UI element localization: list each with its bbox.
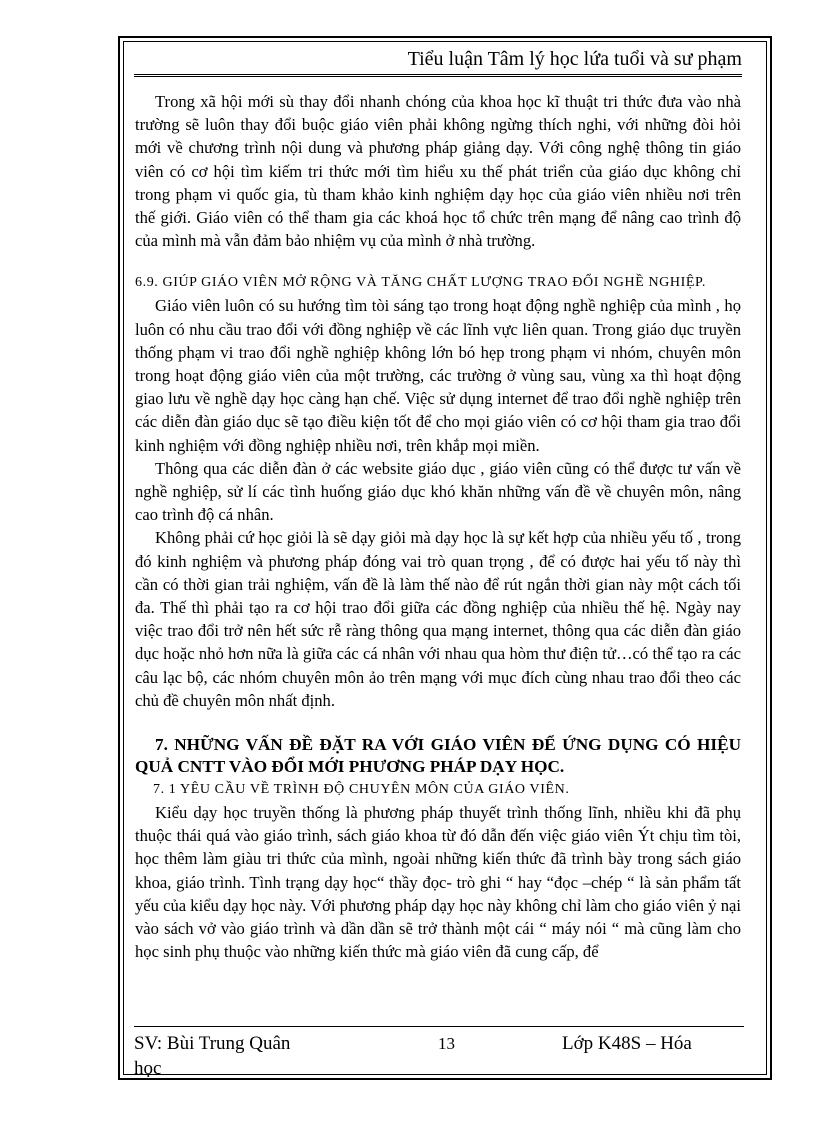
- paragraph-5: Kiểu dạy học truyền thống là phương pháp thuyết trình thống lĩnh, nhiều khi đã phụ thuộc thái quá vào giáo trình, sách giáo khoa từ đó dẫn đến việc giáo viên Ýt chịu tìm tòi, học thêm làm giàu tri thức của mình, ngoài những kiến thức đã trình bày trong sách giáo khoa, giáo trình. Tình trạng dạy học“ thầy đọc- trò ghi “ hay “đọc –chép “ là sản phẩm tất yếu của kiểu dạy học này. Với phương pháp dạy học này không chỉ làm cho giáo viên ỷ nại vào sách vở vào giáo trình và dần dần sẽ trở thành một cái “ máy nói “ mà cũng làm cho học sinh phụ thuộc vào những kiến thức mà giáo viên đã cung cấp, để: [135, 803, 741, 962]
- section-6-9-heading: 6.9. GIÚP GIÁO VIÊN MỞ RỘNG VÀ TĂNG CHẤT LƯỢNG TRAO ĐỔI NGHỀ NGHIỆP.: [135, 275, 706, 291]
- paragraph-3: Thông qua các diễn đàn ở các website giáo dục , giáo viên cũng có thể được tư vấn về nghề nghiệp, sử lí các tình huống giáo dục khó khăn những vấn đề về chuyên môn, nâng cao trình độ cá nhân.: [135, 458, 741, 525]
- paragraph-2: Giáo viên luôn có su hướng tìm tòi sáng tạo trong hoạt động nghề nghiệp của mình , họ luôn có nhu cầu trao đổi với đồng nghiệp về các lĩnh vực liên quan. Trong giáo dục truyền thống phạm vi trao đổi nghề nghiệp không lớn bó hẹp trong phạm vi nhóm, chuyên môn trong hoạt động giáo viên của một trường, các trường ở vùng sau, vùng xa thì hoạt động giao lưu về nghề dạy học càng hạn chế. Việc sử dụng internet để trao đổi nghề nghiệp trên các diễn đàn giáo dục sẽ tạo điều kiện tốt để cho mọi giáo viên có cơ hội tham gia trao đổi kinh nghiệm với đồng nghiệp nhiều nơi, trên khắp mọi miền.: [135, 296, 741, 455]
- document-body: [135, 90, 741, 964]
- footer-class-wrap: học: [134, 1058, 162, 1079]
- paragraph-4: Không phải cứ học giỏi là sẽ dạy giỏi mà dạy học là sự kết hợp của nhiều yếu tố , trong đó kinh nghiệm và phương pháp đóng vai trò quan trọng , để có được hai yếu tố này thì cần có thời gian trải nghiệm, vấn đề là làm thế nào để rút ngắn thời gian này một cách tối đa. Thế thì phải tạo ra cơ hội trao đổi giữa các đồng nghiệp của nhiều thế hệ. Ngày nay việc trao đổi trở nên hết sức rễ ràng thông qua mạng internet, thông qua các diễn đàn giáo dục hoặc nhỏ hơn nữa là giữa các cá nhân với nhau qua hòm thư điện tử…có thể tạo ra các câu lạc bộ, các nhóm chuyên môn ảo trên mạng với mục đích cùng nhau trao đổi theo các chủ đề chuyên môn nhất định.: [135, 528, 741, 710]
- section-7-1-heading: 7. 1 YÊU CẦU VỀ TRÌNH ĐỘ CHUYÊN MÔN CỦA GIÁO VIÊN.: [153, 782, 570, 798]
- paragraph-1: Trong xã hội mới sù thay đổi nhanh chóng của khoa học kĩ thuật tri thức đưa vào nhà trường sẽ luôn thay đổi buộc giáo viên phải không ngừng thích nghi, với những đòi hỏi mới về chương trình nội dung và phương pháp giảng dạy. Với công nghệ thông tin giáo viên có cơ hội tìm kiếm tri thức mới tìm hiểu xu thế phát triển của giáo dục không chỉ trong phạm vi quốc gia, tù tham khảo kinh nghiệm dạy học của giáo viên nhiều nơi trên thế giới. Giáo viên có thể tham gia các khoá học tổ chức trên mạng để nâng cao trình độ của mình mà vẫn đảm bảo nhiệm vụ của mình ở nhà trường.: [135, 92, 741, 251]
- footer-class: Lớp K48S – Hóa: [562, 1033, 692, 1054]
- page-header: Tiểu luận Tâm lý học lứa tuổi và sư phạm: [134, 46, 742, 77]
- footer-student-name: SV: Bùi Trung Quân: [134, 1033, 291, 1054]
- page-footer: [134, 1026, 744, 1079]
- page-number: 13: [438, 1034, 455, 1053]
- section-7-heading: 7. NHỮNG VẤN ĐỀ ĐẶT RA VỚI GIÁO VIÊN ĐỂ ỨNG DỤNG CÓ HIỆU QUẢ CNTT VÀO ĐỔI MỚI PHƯƠNG PHÁP DẠY HỌC.: [135, 735, 741, 777]
